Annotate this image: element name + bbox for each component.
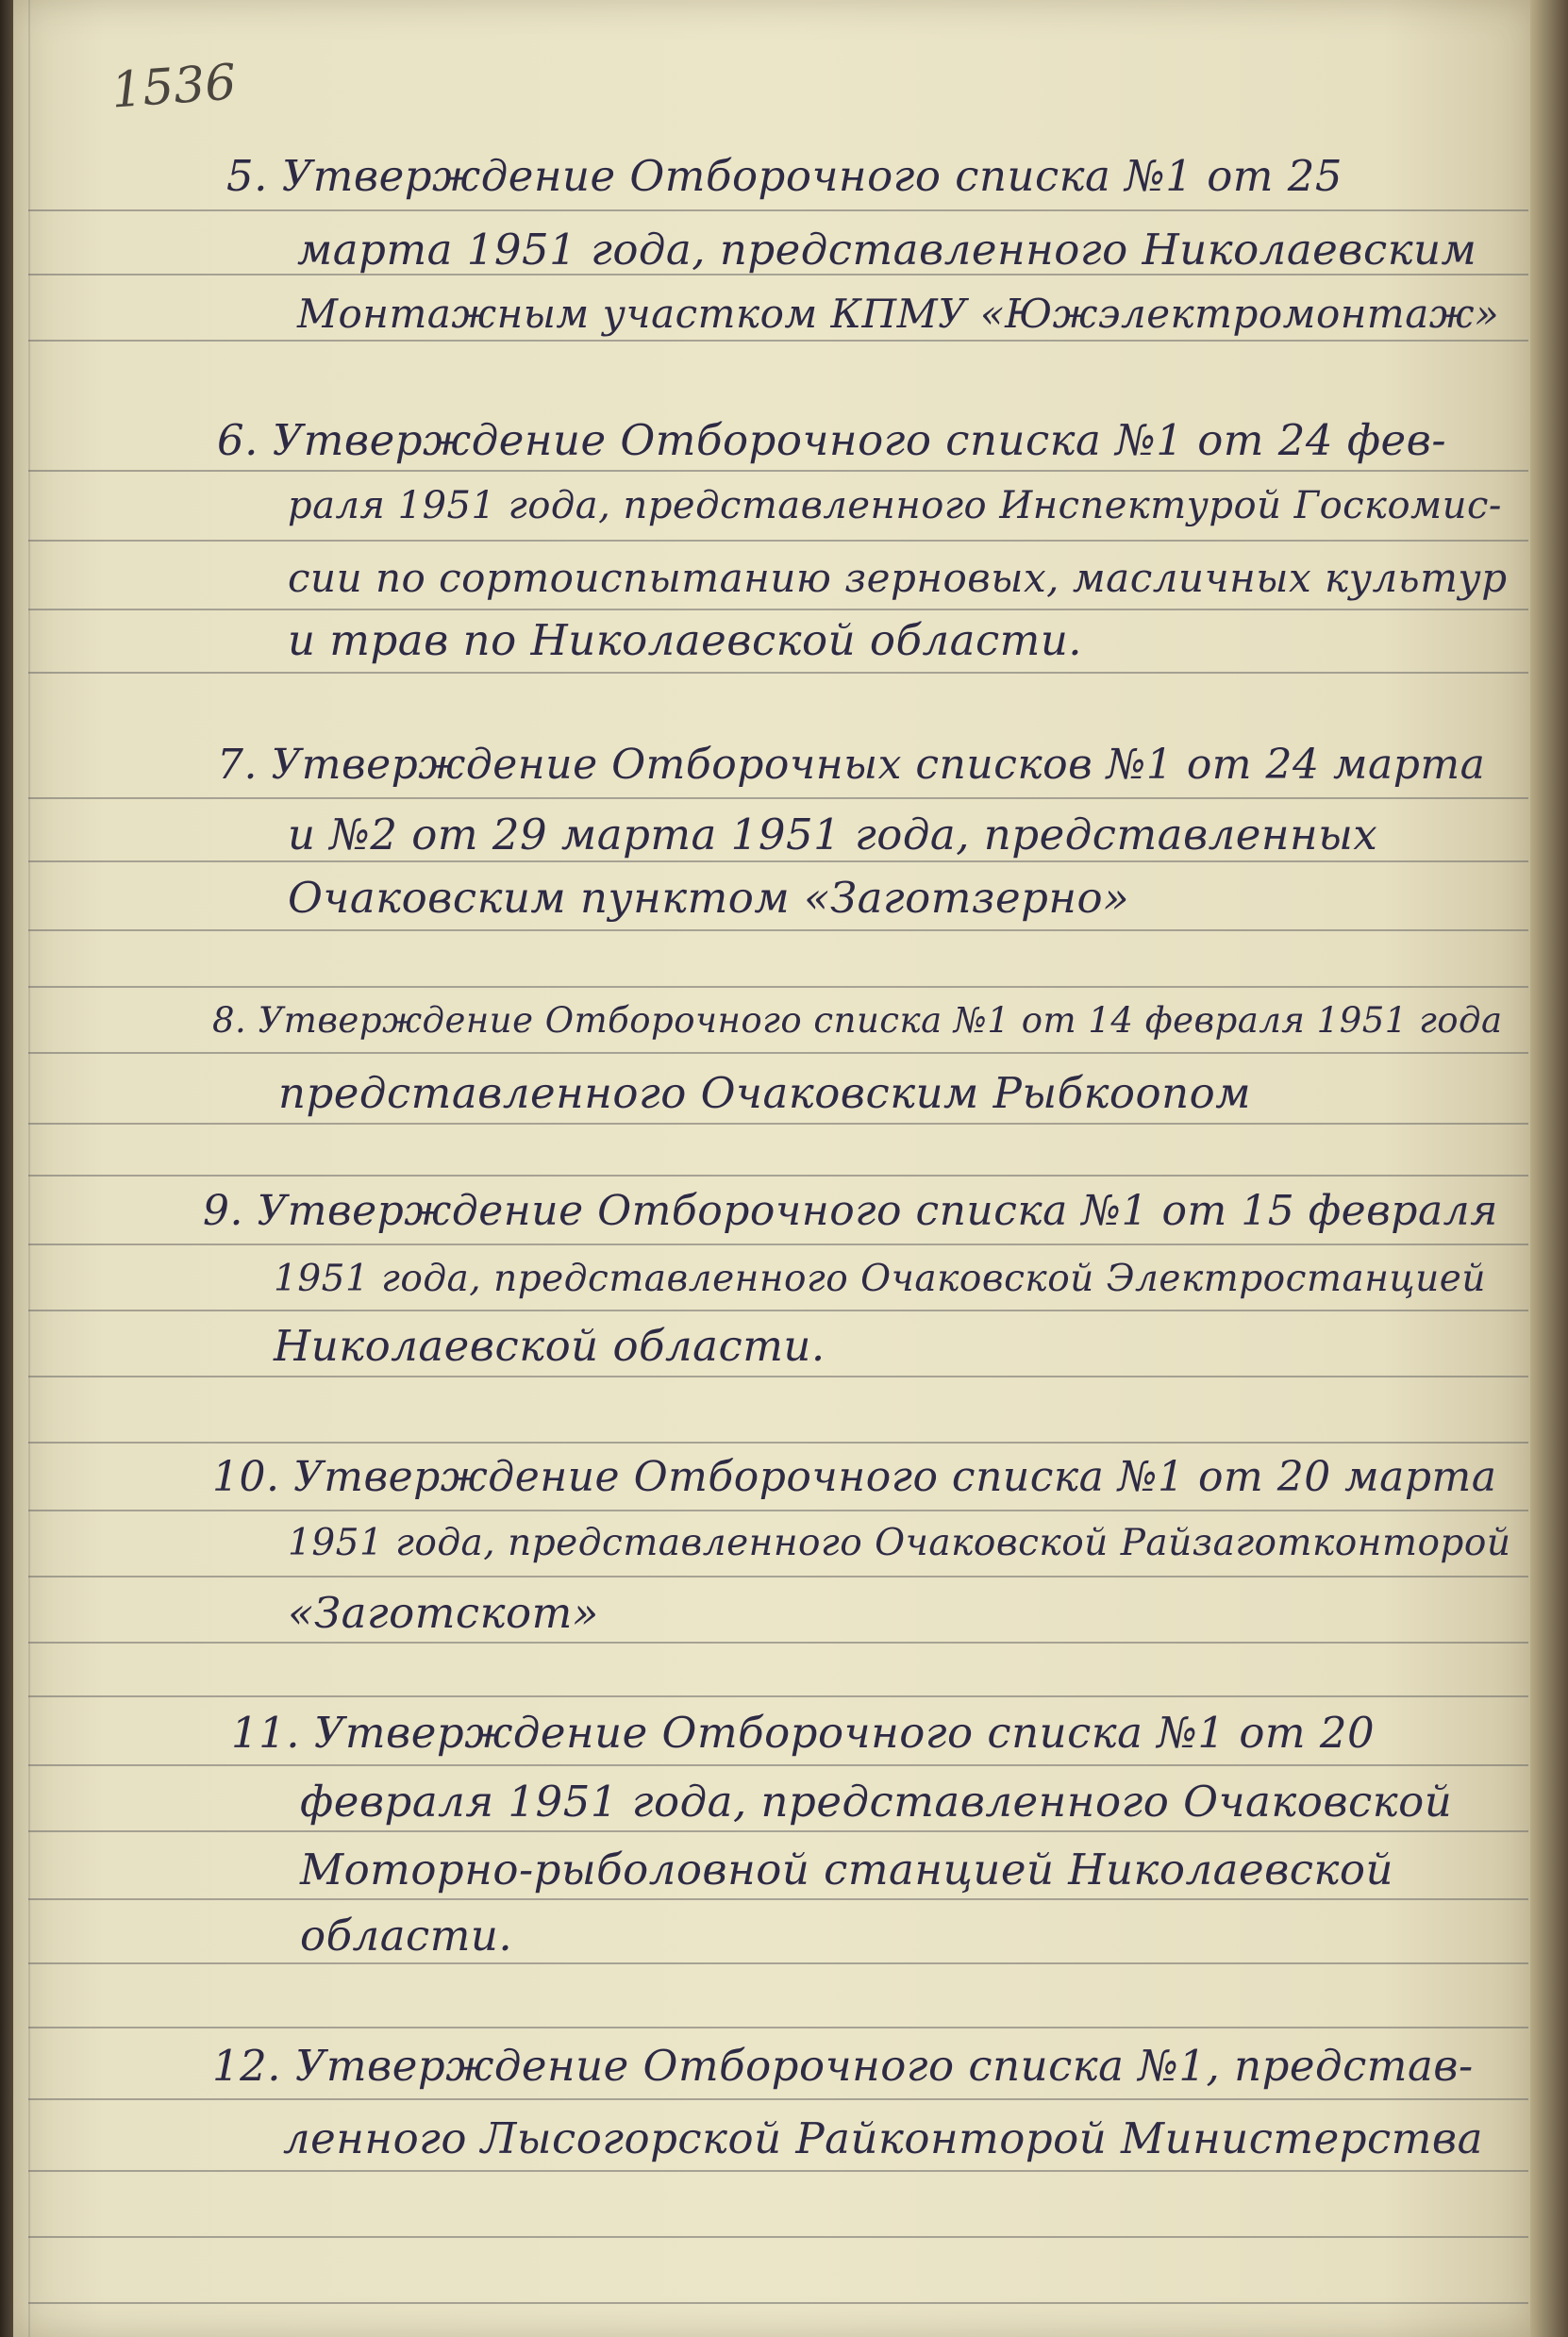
item-11-line-1: 11. Утверждение Отборочного списка №1 от 20 [231,1708,1376,1758]
item-5-line-2: марта 1951 года, представленного Николаевским [297,225,1477,275]
item-6-line-4: и трав по Николаевской области. [288,615,1083,665]
item-12-line-1: 12. Утверждение Отборочного списка №1, представ- [212,2041,1474,2091]
item-11-line-2: февраля 1951 года, представленного Очаковской [300,1777,1453,1827]
item-11-line-4: области. [300,1911,513,1961]
ruled-line [28,1642,1528,1644]
item-8-line-1: 8. Утверждение Отборочного списка №1 от 14 февраля 1951 года [212,1000,1503,1041]
item-9-line-2: 1951 года, представленного Очаковской Электростанцией [274,1258,1486,1300]
ruled-line [28,1175,1528,1177]
ruled-line [28,672,1528,674]
ruled-line [28,1764,1528,1766]
ruled-line [28,1376,1528,1377]
ruled-line [28,609,1528,610]
item-12-line-2: ленного Лысогорской Райконторой Министерства [283,2113,1483,2163]
ruled-line [28,986,1528,988]
item-7-line-2: и №2 от 29 марта 1951 года, представленных [288,810,1378,860]
ruled-line [28,1442,1528,1444]
ruled-line [28,1576,1528,1577]
item-6-line-1: 6. Утверждение Отборочного списка №1 от 24 фев- [217,415,1447,465]
ruled-line [28,929,1528,931]
ruled-line [28,2027,1528,2028]
item-7-line-1: 7. Утверждение Отборочных списков №1 от 24 марта [217,741,1486,789]
item-5-line-3: Монтажным участком КПМУ «Южэлектромонтаж» [297,291,1500,337]
item-5-line-1: 5. Утверждение Отборочного списка №1 от 25 [226,151,1343,201]
ruled-line [28,1898,1528,1900]
item-6-line-3: сии по сортоиспытанию зерновых, масличных культур [288,555,1508,601]
ruled-line [28,470,1528,472]
margin-line [28,0,30,2337]
ruled-line [28,1052,1528,1054]
page-number: 1536 [109,54,239,120]
ruled-line [28,1123,1528,1125]
item-7-line-3: Очаковским пунктом «Заготзерно» [288,873,1130,923]
ruled-line [28,797,1528,799]
ruled-line [28,340,1528,342]
item-6-line-2: раля 1951 года, представленного Инспектурой Госкомис- [288,484,1502,527]
ruled-line [28,2236,1528,2238]
ruled-line [28,1310,1528,1311]
item-8-line-2: представленного Очаковским Рыбкоопом [278,1068,1252,1118]
paper-sheet [13,0,1536,2337]
item-10-line-1: 10. Утверждение Отборочного списка №1 от 20 марта [212,1453,1497,1501]
item-9-line-1: 9. Утверждение Отборочного списка №1 от 15 февраля [203,1187,1498,1235]
ruled-line [28,1244,1528,1245]
ruled-line [28,1510,1528,1511]
ruled-line [28,1962,1528,1964]
item-9-line-3: Николаевской области. [274,1321,826,1371]
ruled-line [28,2170,1528,2172]
item-11-line-3: Моторно-рыболовной станцией Николаевской [300,1845,1393,1895]
ruled-line [28,860,1528,862]
ruled-line [28,209,1528,211]
item-10-line-3: «Заготскот» [288,1588,599,1638]
ruled-line [28,1695,1528,1697]
page-edge-shadow [1530,0,1568,2337]
ruled-line [28,2302,1528,2304]
ruled-line [28,2098,1528,2100]
item-10-line-2: 1951 года, представленного Очаковской Райзаготконторой [288,1522,1511,1564]
ruled-line [28,540,1528,542]
ruled-line [28,1830,1528,1832]
